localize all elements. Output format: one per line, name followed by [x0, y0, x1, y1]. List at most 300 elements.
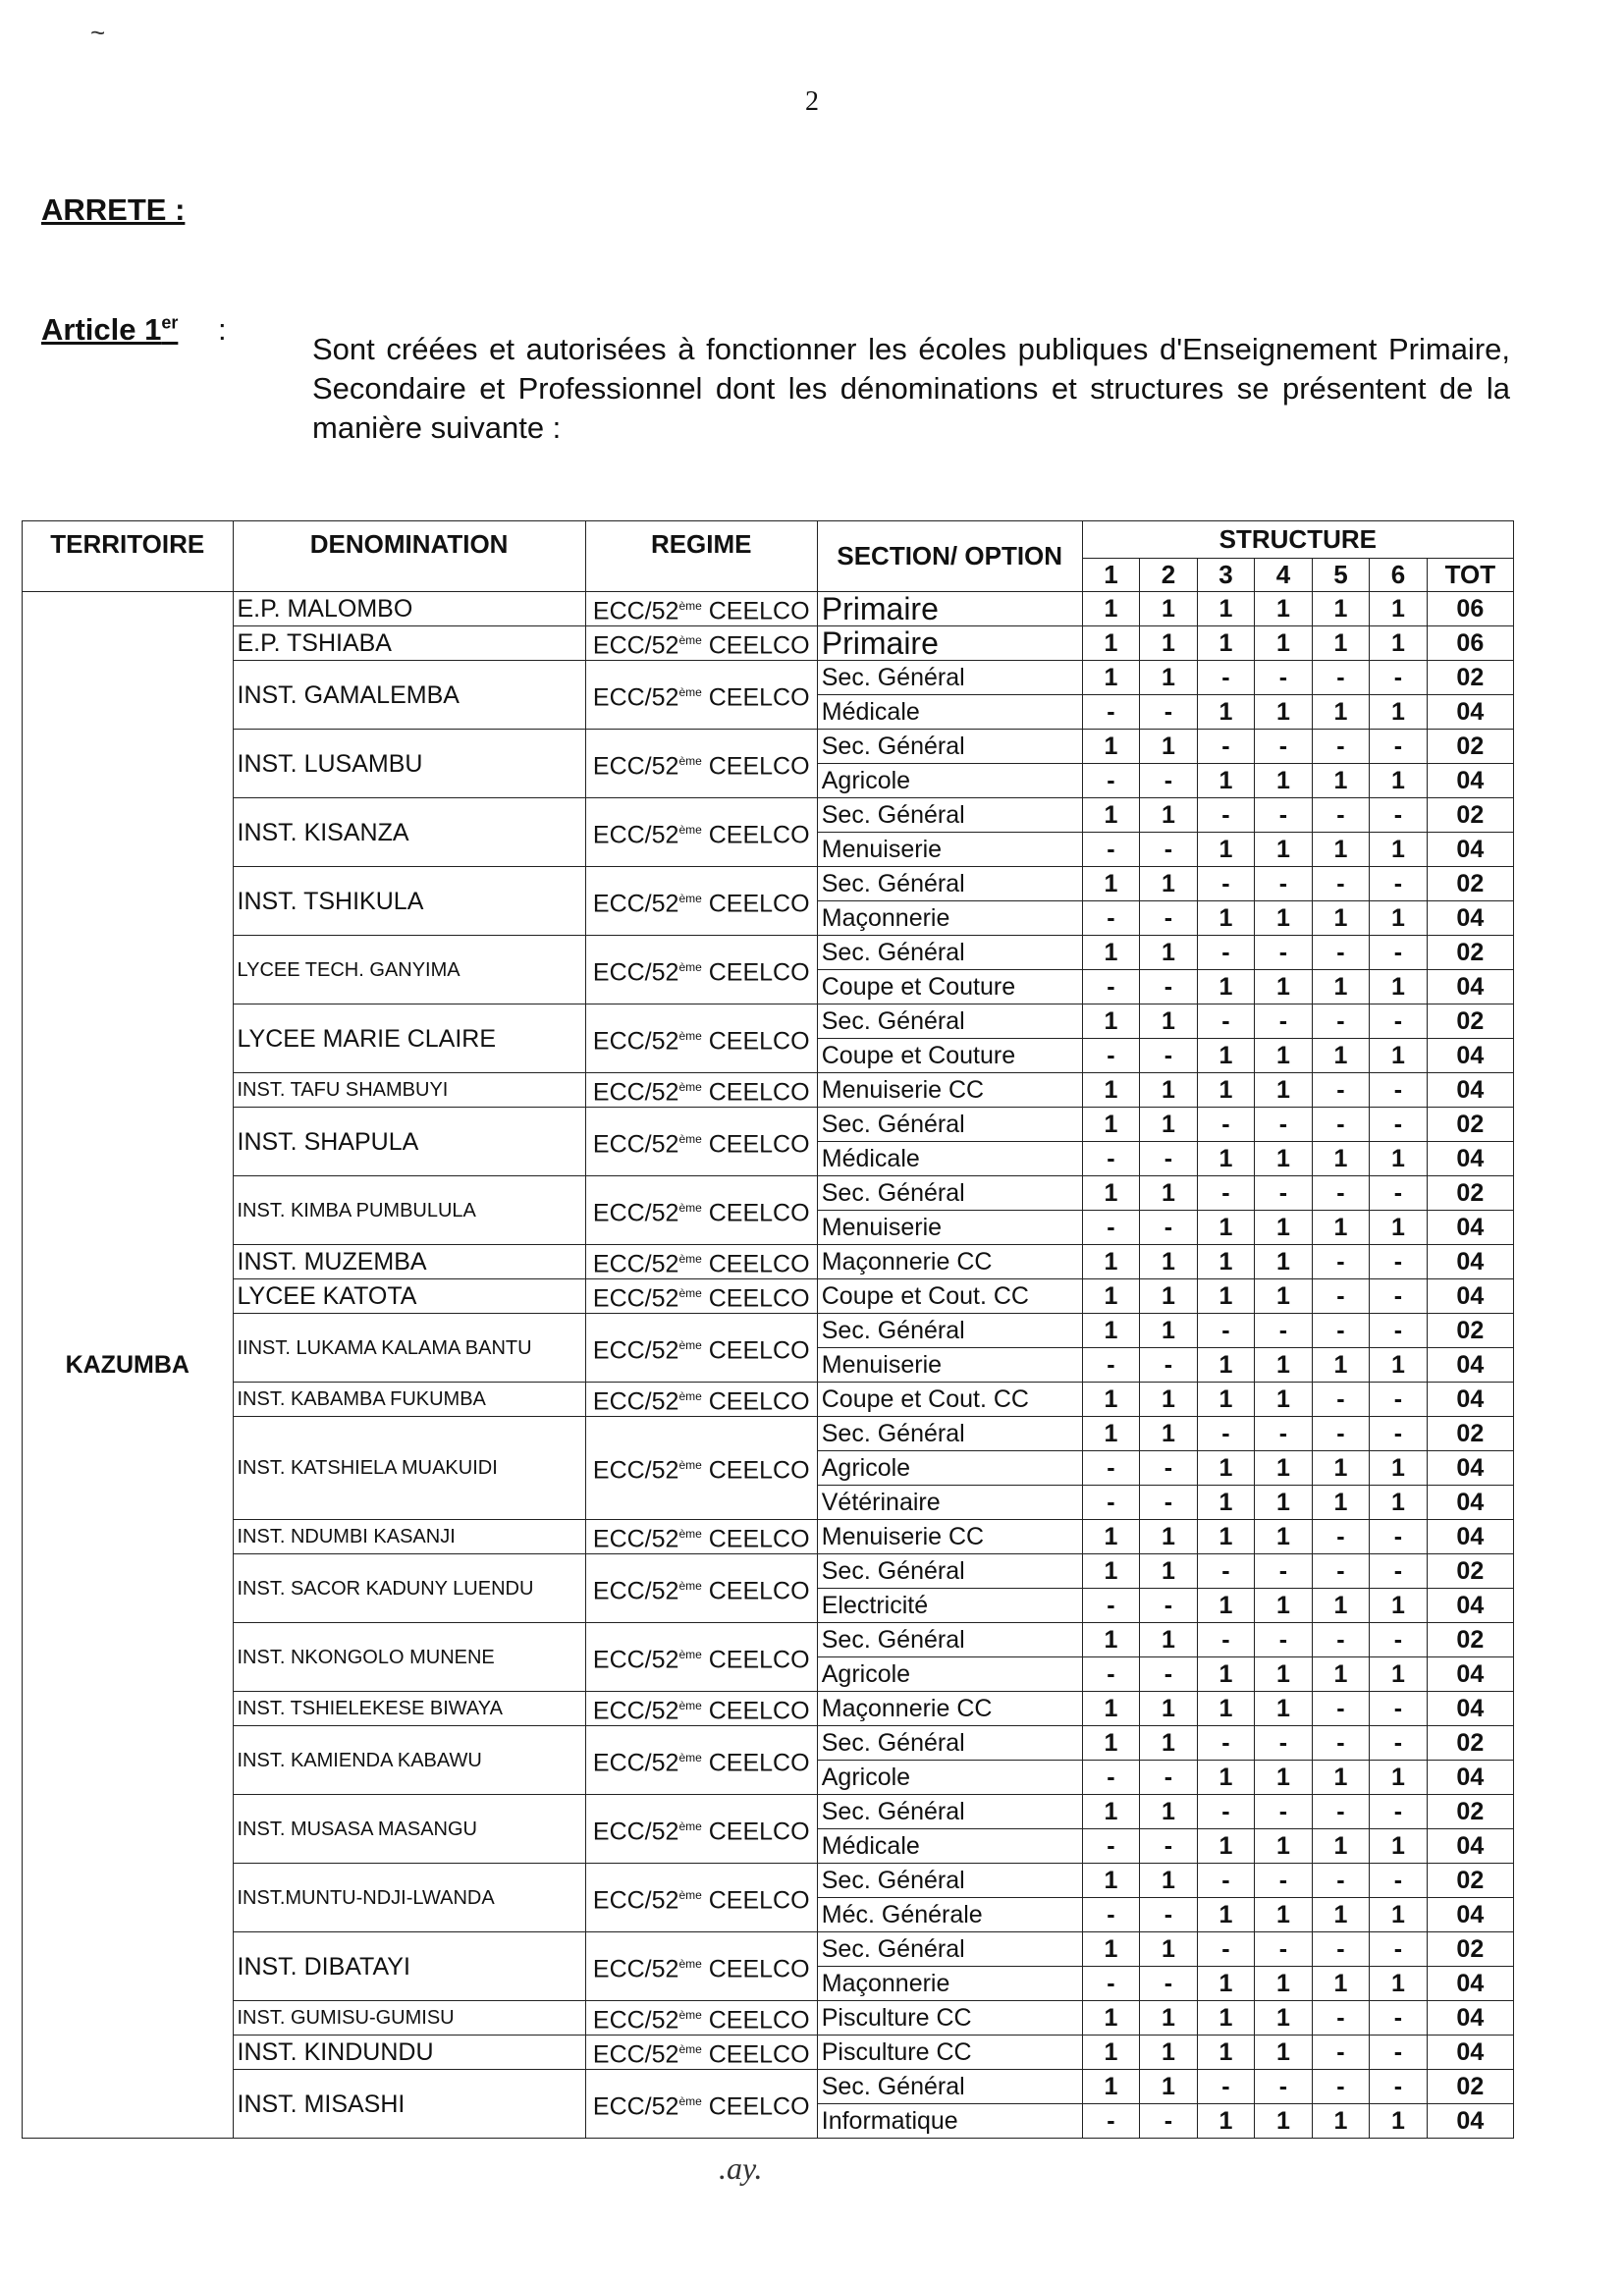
structure-cell-6: 1 — [1370, 695, 1428, 730]
header-col-1: 1 — [1082, 559, 1140, 592]
structure-cell-1: 1 — [1082, 1623, 1140, 1657]
table-row — [23, 2070, 1514, 2104]
table-row — [23, 798, 1514, 833]
structure-cell-6: - — [1370, 936, 1428, 970]
structure-cell-2: 1 — [1140, 1932, 1198, 1967]
regime-main: ECC/52 — [592, 1336, 679, 1365]
structure-cell-5: 1 — [1312, 1211, 1370, 1245]
structure-cell-1: 1 — [1082, 1279, 1140, 1314]
structure-cell-2: - — [1140, 1589, 1198, 1623]
regime-cell — [585, 1314, 817, 1383]
structure-cell-2: 1 — [1140, 2070, 1198, 2104]
structure-cell-5: 1 — [1312, 2104, 1370, 2139]
structure-cell-2: 1 — [1140, 867, 1198, 901]
structure-cell-5: 1 — [1312, 1829, 1370, 1864]
regime-main: ECC/52 — [592, 1387, 679, 1416]
structure-cell-3: 1 — [1197, 1348, 1255, 1383]
structure-cell-6: - — [1370, 798, 1428, 833]
total-cell: 02 — [1427, 1108, 1513, 1142]
school-name: INST. MUZEMBA — [233, 1245, 585, 1279]
regime-cell — [585, 1279, 817, 1314]
header-structure: STRUCTURE — [1082, 521, 1513, 559]
margin-mark: ~ — [90, 18, 106, 47]
regime-main: ECC/52 — [592, 752, 679, 781]
structure-cell-6: 1 — [1370, 901, 1428, 936]
structure-cell-6: 1 — [1370, 1039, 1428, 1073]
regime-sup: ème — [678, 1200, 702, 1215]
structure-cell-5: - — [1312, 798, 1370, 833]
structure-cell-2: 1 — [1140, 1726, 1198, 1761]
structure-cell-5: 1 — [1312, 1898, 1370, 1932]
structure-cell-3: 1 — [1197, 1898, 1255, 1932]
structure-cell-4: - — [1255, 1864, 1313, 1898]
structure-cell-5: - — [1312, 1176, 1370, 1211]
table-row — [23, 1073, 1514, 1108]
structure-cell-5: - — [1312, 1726, 1370, 1761]
table-row — [23, 1279, 1514, 1314]
school-name: INST. NKONGOLO MUNENE — [233, 1623, 585, 1692]
structure-cell-5: - — [1312, 1108, 1370, 1142]
total-cell: 04 — [1427, 1967, 1513, 2001]
structure-cell-1: - — [1082, 1761, 1140, 1795]
section-cell: Menuiserie — [817, 833, 1082, 867]
regime-sup: ème — [678, 753, 702, 768]
structure-cell-1: - — [1082, 1898, 1140, 1932]
section-cell: Médicale — [817, 1142, 1082, 1176]
total-cell: 02 — [1427, 1726, 1513, 1761]
section-cell: Primaire — [817, 626, 1082, 661]
structure-cell-2: - — [1140, 1348, 1198, 1383]
regime-cell — [585, 730, 817, 798]
regime-cell — [585, 2036, 817, 2070]
structure-cell-3: 1 — [1197, 592, 1255, 626]
structure-cell-3: 1 — [1197, 1486, 1255, 1520]
structure-cell-1: 1 — [1082, 1726, 1140, 1761]
regime-cell — [585, 626, 817, 661]
school-name: INST. TSHIELEKESE BIWAYA — [233, 1692, 585, 1726]
school-name: INST. GAMALEMBA — [233, 661, 585, 730]
regime-tail: CEELCO — [701, 958, 810, 987]
regime-cell — [585, 1864, 817, 1932]
school-name: INST. TSHIKULA — [233, 867, 585, 936]
regime-sup: ème — [678, 1699, 702, 1713]
structure-cell-3: - — [1197, 1726, 1255, 1761]
structure-cell-4: 1 — [1255, 1211, 1313, 1245]
structure-cell-4: 1 — [1255, 1761, 1313, 1795]
regime-cell — [585, 936, 817, 1004]
regime-sup: ème — [678, 633, 702, 648]
structure-cell-4: 1 — [1255, 2036, 1313, 2070]
structure-cell-1: 1 — [1082, 1692, 1140, 1726]
total-cell: 04 — [1427, 2036, 1513, 2070]
table-row — [23, 1692, 1514, 1726]
regime-tail: CEELCO — [701, 890, 810, 918]
structure-cell-3: 1 — [1197, 1211, 1255, 1245]
table-row — [23, 1245, 1514, 1279]
structure-cell-3: 1 — [1197, 2036, 1255, 2070]
structure-cell-6: - — [1370, 1176, 1428, 1211]
structure-cell-2: - — [1140, 1829, 1198, 1864]
section-cell: Primaire — [817, 592, 1082, 626]
structure-cell-5: - — [1312, 2001, 1370, 2036]
regime-sup: ème — [678, 1080, 702, 1095]
total-cell: 04 — [1427, 1486, 1513, 1520]
structure-cell-5: 1 — [1312, 1348, 1370, 1383]
total-cell: 04 — [1427, 1451, 1513, 1486]
structure-cell-4: - — [1255, 1176, 1313, 1211]
regime-tail: CEELCO — [701, 631, 810, 660]
structure-cell-3: 1 — [1197, 1142, 1255, 1176]
structure-cell-1: 1 — [1082, 661, 1140, 695]
structure-cell-2: - — [1140, 1967, 1198, 2001]
total-cell: 02 — [1427, 936, 1513, 970]
structure-cell-5: - — [1312, 1004, 1370, 1039]
regime-tail: CEELCO — [701, 1027, 810, 1056]
regime-tail: CEELCO — [701, 1525, 810, 1553]
structure-cell-4: 1 — [1255, 1383, 1313, 1417]
table-row — [23, 661, 1514, 695]
total-cell: 04 — [1427, 1692, 1513, 1726]
section-cell: Sec. Général — [817, 1108, 1082, 1142]
table-row — [23, 1932, 1514, 1967]
structure-cell-3: - — [1197, 867, 1255, 901]
structure-cell-3: - — [1197, 1004, 1255, 1039]
structure-cell-1: 1 — [1082, 1176, 1140, 1211]
section-cell: Sec. Général — [817, 2070, 1082, 2104]
structure-cell-2: - — [1140, 1486, 1198, 1520]
structure-cell-1: - — [1082, 1486, 1140, 1520]
structure-cell-4: 1 — [1255, 626, 1313, 661]
regime-cell — [585, 1073, 817, 1108]
structure-cell-1: 1 — [1082, 592, 1140, 626]
regime-main: ECC/52 — [592, 1886, 679, 1915]
regime-cell — [585, 1795, 817, 1864]
structure-cell-2: 1 — [1140, 798, 1198, 833]
table-row — [23, 730, 1514, 764]
total-cell: 04 — [1427, 1589, 1513, 1623]
table-row — [23, 936, 1514, 970]
section-cell: Coupe et Cout. CC — [817, 1279, 1082, 1314]
regime-cell — [585, 2001, 817, 2036]
structure-cell-6: - — [1370, 1932, 1428, 1967]
structure-cell-6: - — [1370, 2036, 1428, 2070]
structure-cell-4: 1 — [1255, 2001, 1313, 2036]
structure-cell-6: - — [1370, 730, 1428, 764]
structure-cell-3: 1 — [1197, 970, 1255, 1004]
school-name: LYCEE KATOTA — [233, 1279, 585, 1314]
school-name: INST. MUSASA MASANGU — [233, 1795, 585, 1864]
structure-cell-6: 1 — [1370, 1829, 1428, 1864]
structure-cell-6: 1 — [1370, 833, 1428, 867]
section-cell: Méc. Générale — [817, 1898, 1082, 1932]
school-name: INST. KABAMBA FUKUMBA — [233, 1383, 585, 1417]
total-cell: 04 — [1427, 2104, 1513, 2139]
structure-cell-5: - — [1312, 1864, 1370, 1898]
school-name: INST. KIMBA PUMBULULA — [233, 1176, 585, 1245]
structure-cell-5: - — [1312, 661, 1370, 695]
structure-cell-6: 1 — [1370, 592, 1428, 626]
section-cell: Sec. Général — [817, 867, 1082, 901]
regime-tail: CEELCO — [701, 1749, 810, 1777]
total-cell: 06 — [1427, 592, 1513, 626]
regime-tail: CEELCO — [701, 597, 810, 625]
structure-cell-4: 1 — [1255, 901, 1313, 936]
structure-cell-5: 1 — [1312, 833, 1370, 867]
table-row — [23, 1795, 1514, 1829]
school-name: INST. KISANZA — [233, 798, 585, 867]
structure-cell-5: 1 — [1312, 1486, 1370, 1520]
regime-sup: ème — [678, 1578, 702, 1593]
structure-cell-2: 1 — [1140, 1073, 1198, 1108]
structure-cell-1: 1 — [1082, 1795, 1140, 1829]
total-cell: 04 — [1427, 833, 1513, 867]
school-name: INST. LUSAMBU — [233, 730, 585, 798]
table-row — [23, 1108, 1514, 1142]
total-cell: 04 — [1427, 1829, 1513, 1864]
structure-cell-5: 1 — [1312, 764, 1370, 798]
structure-cell-3: 1 — [1197, 1039, 1255, 1073]
regime-main: ECC/52 — [592, 1955, 679, 1983]
structure-cell-5: 1 — [1312, 1967, 1370, 2001]
structure-cell-3: 1 — [1197, 2104, 1255, 2139]
structure-cell-3: - — [1197, 1417, 1255, 1451]
structure-cell-1: - — [1082, 901, 1140, 936]
structure-cell-1: - — [1082, 1039, 1140, 1073]
regime-sup: ème — [678, 1389, 702, 1404]
structure-cell-4: - — [1255, 867, 1313, 901]
header-territoire: TERRITOIRE — [23, 521, 234, 592]
total-cell: 04 — [1427, 1142, 1513, 1176]
structure-cell-5: 1 — [1312, 695, 1370, 730]
section-cell: Sec. Général — [817, 1554, 1082, 1589]
structure-cell-6: - — [1370, 1073, 1428, 1108]
structure-cell-2: 1 — [1140, 1108, 1198, 1142]
total-cell: 04 — [1427, 1245, 1513, 1279]
structure-cell-1: - — [1082, 1348, 1140, 1383]
structure-cell-1: 1 — [1082, 1417, 1140, 1451]
structure-cell-2: 1 — [1140, 661, 1198, 695]
regime-cell — [585, 1383, 817, 1417]
school-name: INST. KAMIENDA KABAWU — [233, 1726, 585, 1795]
structure-cell-1: - — [1082, 833, 1140, 867]
section-cell: Agricole — [817, 1451, 1082, 1486]
regime-main: ECC/52 — [592, 1078, 679, 1107]
structure-cell-2: - — [1140, 764, 1198, 798]
structure-cell-6: 1 — [1370, 1967, 1428, 2001]
school-name: INST. TAFU SHAMBUYI — [233, 1073, 585, 1108]
structure-cell-3: 1 — [1197, 1967, 1255, 2001]
regime-tail: CEELCO — [701, 1284, 810, 1313]
structure-cell-4: 1 — [1255, 1451, 1313, 1486]
structure-cell-4: - — [1255, 1623, 1313, 1657]
total-cell: 04 — [1427, 764, 1513, 798]
regime-tail: CEELCO — [701, 1697, 810, 1725]
total-cell: 02 — [1427, 1004, 1513, 1039]
structure-cell-4: - — [1255, 730, 1313, 764]
structure-cell-3: - — [1197, 730, 1255, 764]
table-row — [23, 1520, 1514, 1554]
total-cell: 04 — [1427, 1279, 1513, 1314]
total-cell: 04 — [1427, 1657, 1513, 1692]
page-number: 2 — [805, 86, 819, 117]
structure-cell-1: - — [1082, 1967, 1140, 2001]
regime-main: ECC/52 — [592, 1818, 679, 1846]
structure-cell-3: - — [1197, 1623, 1255, 1657]
regime-cell — [585, 1692, 817, 1726]
school-name: INST. NDUMBI KASANJI — [233, 1520, 585, 1554]
structure-cell-2: 1 — [1140, 936, 1198, 970]
regime-tail: CEELCO — [701, 1577, 810, 1605]
structure-cell-1: - — [1082, 1589, 1140, 1623]
total-cell: 06 — [1427, 626, 1513, 661]
structure-cell-1: 1 — [1082, 936, 1140, 970]
structure-cell-4: 1 — [1255, 764, 1313, 798]
structure-cell-2: - — [1140, 1898, 1198, 1932]
header-col-6: 6 — [1370, 559, 1428, 592]
initials-mark: .ay. — [719, 2150, 763, 2186]
structure-cell-3: 1 — [1197, 695, 1255, 730]
total-cell: 04 — [1427, 695, 1513, 730]
structure-cell-4: - — [1255, 1932, 1313, 1967]
regime-sup: ème — [678, 1252, 702, 1267]
regime-tail: CEELCO — [701, 1456, 810, 1485]
section-cell: Sec. Général — [817, 1176, 1082, 1211]
structure-cell-6: - — [1370, 2070, 1428, 2104]
structure-cell-4: - — [1255, 1417, 1313, 1451]
structure-cell-3: - — [1197, 2070, 1255, 2104]
school-name: IINST. LUKAMA KALAMA BANTU — [233, 1314, 585, 1383]
structure-cell-4: - — [1255, 1004, 1313, 1039]
regime-sup: ème — [678, 891, 702, 905]
section-cell: Menuiserie CC — [817, 1073, 1082, 1108]
structure-cell-4: 1 — [1255, 592, 1313, 626]
total-cell: 04 — [1427, 1211, 1513, 1245]
regime-main: ECC/52 — [592, 1284, 679, 1313]
structure-cell-1: - — [1082, 1829, 1140, 1864]
regime-cell — [585, 1004, 817, 1073]
structure-cell-5: - — [1312, 1314, 1370, 1348]
regime-tail: CEELCO — [701, 1336, 810, 1365]
total-cell: 02 — [1427, 730, 1513, 764]
structure-cell-4: 1 — [1255, 1348, 1313, 1383]
regime-cell — [585, 1417, 817, 1520]
structure-cell-6: 1 — [1370, 1211, 1428, 1245]
total-cell: 02 — [1427, 798, 1513, 833]
total-cell: 04 — [1427, 1039, 1513, 1073]
structure-cell-1: 1 — [1082, 2070, 1140, 2104]
table-row — [23, 867, 1514, 901]
regime-cell — [585, 1520, 817, 1554]
section-cell: Médicale — [817, 1829, 1082, 1864]
structure-cell-2: - — [1140, 2104, 1198, 2139]
structure-cell-6: - — [1370, 1520, 1428, 1554]
section-cell: Informatique — [817, 2104, 1082, 2139]
structure-cell-3: - — [1197, 661, 1255, 695]
structure-cell-2: 1 — [1140, 2036, 1198, 2070]
section-cell: Pisculture CC — [817, 2036, 1082, 2070]
regime-sup: ème — [678, 822, 702, 837]
total-cell: 04 — [1427, 970, 1513, 1004]
structure-cell-3: - — [1197, 936, 1255, 970]
structure-cell-3: 1 — [1197, 1589, 1255, 1623]
structure-cell-4: - — [1255, 1314, 1313, 1348]
structure-cell-4: - — [1255, 1554, 1313, 1589]
total-cell: 02 — [1427, 1623, 1513, 1657]
structure-cell-1: - — [1082, 1657, 1140, 1692]
structure-cell-5: - — [1312, 867, 1370, 901]
structure-cell-1: 1 — [1082, 1108, 1140, 1142]
structure-cell-3: 1 — [1197, 1383, 1255, 1417]
structure-cell-2: 1 — [1140, 1795, 1198, 1829]
structure-cell-5: - — [1312, 1623, 1370, 1657]
school-name: INST. GUMISU-GUMISU — [233, 2001, 585, 2036]
structure-cell-5: 1 — [1312, 1589, 1370, 1623]
regime-tail: CEELCO — [701, 1955, 810, 1983]
regime-main: ECC/52 — [592, 1027, 679, 1056]
section-cell: Menuiserie — [817, 1211, 1082, 1245]
total-cell: 04 — [1427, 2001, 1513, 2036]
structure-cell-3: - — [1197, 798, 1255, 833]
total-cell: 04 — [1427, 1348, 1513, 1383]
structure-cell-6: - — [1370, 1554, 1428, 1589]
regime-tail: CEELCO — [701, 1886, 810, 1915]
regime-tail: CEELCO — [701, 2006, 810, 2035]
regime-cell — [585, 1245, 817, 1279]
table-row — [23, 626, 1514, 661]
structure-cell-6: - — [1370, 1726, 1428, 1761]
structure-cell-4: - — [1255, 661, 1313, 695]
article-text: Sont créées et autorisées à fonctionner les écoles publiques d'Enseignement Primaire, Secondaire et Professionnel dont les dénominations et structures se présentent de la manière suivante : — [312, 332, 1510, 445]
structure-cell-4: - — [1255, 1795, 1313, 1829]
regime-sup: ème — [678, 1887, 702, 1902]
structure-cell-6: - — [1370, 1383, 1428, 1417]
structure-cell-2: 1 — [1140, 592, 1198, 626]
regime-main: ECC/52 — [592, 1199, 679, 1227]
structure-cell-1: 1 — [1082, 1932, 1140, 1967]
total-cell: 04 — [1427, 901, 1513, 936]
section-cell: Coupe et Cout. CC — [817, 1383, 1082, 1417]
structure-cell-4: 1 — [1255, 1898, 1313, 1932]
structure-cell-2: 1 — [1140, 1383, 1198, 1417]
structure-cell-5: - — [1312, 1417, 1370, 1451]
structure-cell-1: 1 — [1082, 2001, 1140, 2036]
article-label-sup: er — [161, 312, 179, 333]
structure-cell-6: - — [1370, 2001, 1428, 2036]
structure-cell-1: 1 — [1082, 626, 1140, 661]
regime-sup: ème — [678, 1028, 702, 1043]
structure-cell-1: 1 — [1082, 1554, 1140, 1589]
structure-cell-5: - — [1312, 1554, 1370, 1589]
structure-cell-4: - — [1255, 798, 1313, 833]
structure-cell-3: 1 — [1197, 1245, 1255, 1279]
section-cell: Sec. Général — [817, 1795, 1082, 1829]
regime-tail: CEELCO — [701, 2040, 810, 2069]
structure-cell-1: 1 — [1082, 730, 1140, 764]
structure-cell-1: 1 — [1082, 1004, 1140, 1039]
structure-cell-4: 1 — [1255, 1039, 1313, 1073]
regime-cell — [585, 2070, 817, 2139]
article-colon: : — [218, 312, 227, 347]
header-col-4: 4 — [1255, 559, 1313, 592]
structure-cell-2: 1 — [1140, 1176, 1198, 1211]
school-name: INST. DIBATAYI — [233, 1932, 585, 2001]
structure-cell-2: 1 — [1140, 626, 1198, 661]
structure-cell-1: - — [1082, 1211, 1140, 1245]
structure-cell-3: - — [1197, 1795, 1255, 1829]
structure-cell-6: 1 — [1370, 1142, 1428, 1176]
structure-cell-5: - — [1312, 1692, 1370, 1726]
structure-cell-1: - — [1082, 764, 1140, 798]
